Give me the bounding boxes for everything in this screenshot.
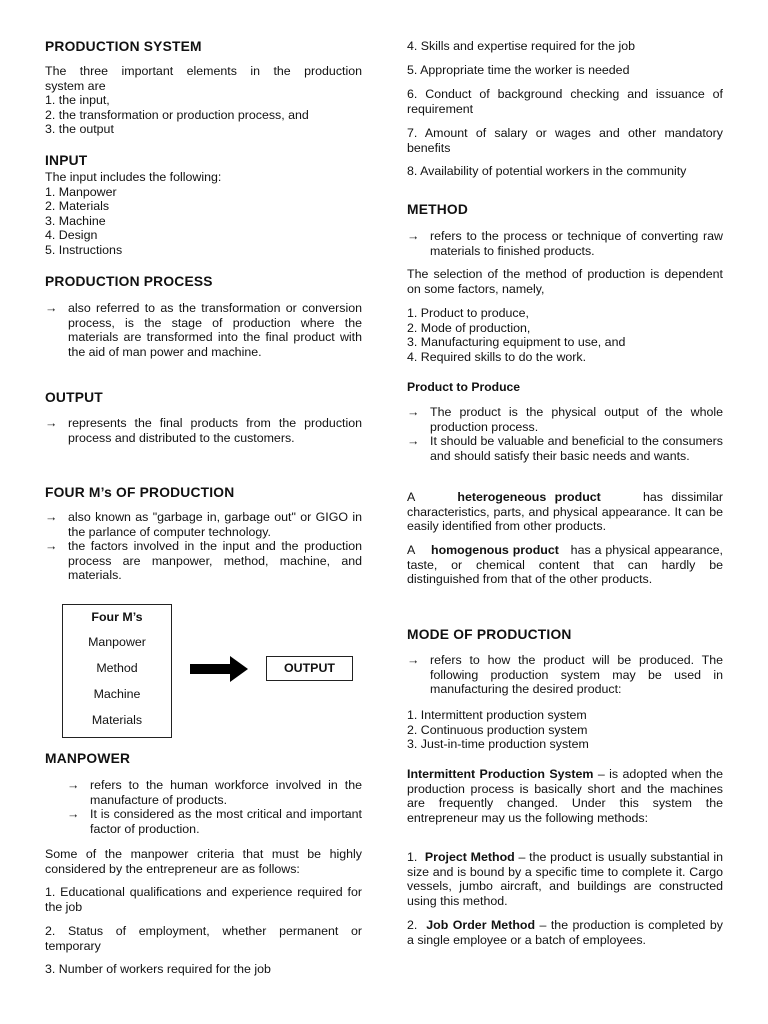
list-item: 2. the transformation or production process, and [45, 107, 309, 122]
list-item: 1. the input, [45, 93, 110, 108]
list-item: 2. Materials [45, 199, 110, 214]
mode-of-production-section [407, 627, 723, 643]
output-heading: OUTPUT [45, 390, 103, 405]
manpower-section [45, 751, 362, 767]
criteria-item: 6. Conduct of background checking and issuance of requirement [407, 87, 723, 116]
arrow-icon: → [45, 301, 58, 315]
method-bullet [407, 229, 723, 258]
criteria-3-block [45, 962, 362, 977]
job-order-method-term: Job Order Method [426, 918, 536, 932]
bullet-item: → refers to the human workforce involved in the manufacture of products. [67, 778, 362, 807]
output-section [45, 390, 362, 406]
four-ms-section [45, 485, 362, 501]
four-ms-body [45, 510, 362, 583]
list-item: 3. the output [45, 122, 114, 137]
bullet-item: → refers to how the product will be produced. The following production system may be used in manufacturing the desired product: [407, 653, 723, 697]
list-item: 3. Manufacturing equipment to use, and [407, 335, 626, 350]
mode-of-production-heading: MODE OF PRODUCTION [407, 627, 572, 642]
bullet-item: → also known as "garbage in, garbage out" or GIGO in the parlance of computer technology. [45, 510, 362, 539]
criteria-item: 3. Number of workers required for the job [45, 962, 271, 976]
input-heading: INPUT [45, 153, 88, 168]
method-section [407, 202, 723, 218]
intermittent-paragraph [407, 767, 723, 825]
criteria-2-block [45, 924, 362, 953]
project-method-text: 1. Project Method – the product is usually substantial in size and is bound by a specific time to complete it. Cargo vessels, jumbo aircraft, and buildings are constructed using this method. [407, 850, 724, 908]
criteria-6 [407, 87, 723, 116]
heterogeneous-term: heterogeneous product [457, 490, 601, 504]
criteria-item: 1. Educational qualifications and experience required for the job [45, 885, 362, 914]
bullet-item: → represents the final products from the production process and distributed to the customers. [45, 416, 362, 445]
bullet-item: → the factors involved in the input and the production process are manpower, method, machine, and materials. [45, 539, 362, 583]
list-item: 5. Instructions [45, 242, 123, 257]
bullet-item: → The product is the physical output of the whole production process. [407, 405, 723, 434]
job-order-method-text: 2. Job Order Method – the production is completed by a single employee or a batch of employees. [407, 918, 723, 947]
diagram-item: Method [96, 661, 138, 675]
criteria-1-block [45, 885, 362, 914]
production-system-intro [45, 64, 362, 137]
list-item: 1. Product to produce, [407, 306, 529, 320]
arrow-shape-polygon [190, 656, 248, 682]
mode-of-production-list [407, 708, 723, 752]
list-item: 1. Intermittent production system [407, 708, 587, 722]
intermittent-term: Intermittent Production System [407, 767, 594, 781]
criteria-5 [407, 63, 723, 78]
criteria-4 [407, 39, 723, 54]
list-item: 1. Manpower [45, 184, 117, 199]
arrow-icon: → [407, 434, 420, 449]
arrow-icon: → [407, 229, 420, 243]
criteria-7 [407, 126, 723, 155]
production-system-heading: PRODUCTION SYSTEM [45, 39, 202, 54]
criteria-intro: Some of the manpower criteria that must be highly considered by the entrepreneur are as follows: [45, 847, 362, 876]
arrow-icon: → [407, 653, 420, 667]
list-item: 4. Design [45, 228, 98, 243]
bullet-item: → It is considered as the most critical and important factor of production. [67, 807, 362, 836]
production-system-section [45, 39, 362, 55]
output-body [45, 416, 362, 445]
homogenous-term: homogenous product [431, 543, 559, 557]
project-method-term: Project Method [424, 850, 515, 864]
diagram-item: Machine [93, 687, 141, 701]
bullet-item: → refers to the process or technique of converting raw materials to finished products. [407, 229, 723, 258]
list-item: 2. Continuous production system [407, 722, 588, 737]
product-to-produce-section [407, 380, 723, 395]
criteria-item: 4. Skills and expertise required for the job [407, 39, 635, 53]
production-system-intro-line1: The three important elements in the production [45, 64, 362, 78]
method-selection [407, 267, 723, 296]
four-ms-diagram-box [62, 604, 172, 738]
heterogeneous-paragraph [407, 490, 723, 534]
production-process-body [45, 301, 362, 359]
method-heading: METHOD [407, 202, 468, 217]
homogenous-text: A homogenous product has a physical appearance, taste, or chemical content that can hardly be distinguished from that of the other products. [407, 543, 724, 587]
four-ms-diagram-title: Four M’s [91, 610, 143, 624]
diagram-item: Manpower [88, 635, 146, 649]
production-system-intro-line2: system are [45, 78, 106, 93]
bullet-item: → also referred to as the transformation or conversion process, is the stage of production where the materials are transformed into the final product with the aid of man power and machine. [45, 301, 362, 359]
input-section [45, 153, 362, 169]
list-item: 3. Just-in-time production system [407, 737, 589, 752]
method-factors-list [407, 306, 723, 364]
list-item: 4. Required skills to do the work. [407, 349, 587, 364]
list-item: 3. Machine [45, 213, 106, 228]
arrow-icon: → [45, 539, 58, 554]
input-list [45, 170, 362, 258]
right-arrow-icon [190, 656, 250, 682]
manpower-heading: MANPOWER [45, 751, 131, 766]
heterogeneous-text: A heterogeneous product has dissimilar characteristics, parts, and physical appearance. It can be easily identified from other products. [407, 490, 723, 534]
criteria-item: 5. Appropriate time the worker is needed [407, 63, 630, 77]
bullet-item: → It should be valuable and beneficial to the consumers and should satisfy their basic needs and wants. [407, 434, 723, 463]
production-process-heading: PRODUCTION PROCESS [45, 274, 213, 289]
criteria-item: 2. Status of employment, whether permanent or temporary [45, 924, 362, 953]
output-box: OUTPUT [266, 656, 353, 681]
homogenous-paragraph [407, 543, 723, 587]
project-method-paragraph [407, 850, 723, 908]
production-process-section [45, 274, 362, 290]
product-to-produce-bullets [407, 405, 723, 463]
input-intro: The input includes the following: [45, 170, 222, 184]
four-ms-heading: FOUR M’s OF PRODUCTION [45, 485, 235, 500]
method-selection-text: The selection of the method of production is dependent on some factors, namely, [407, 267, 723, 296]
arrow-icon: → [407, 405, 420, 419]
job-order-method-paragraph [407, 918, 723, 947]
criteria-item: 8. Availability of potential workers in the community [407, 164, 687, 178]
criteria-8 [407, 164, 723, 179]
manpower-bullets [45, 778, 362, 836]
arrow-icon: → [67, 778, 80, 792]
list-item: 2. Mode of production, [407, 320, 531, 335]
arrow-icon: → [45, 416, 58, 430]
criteria-item: 7. Amount of salary or wages and other mandatory benefits [407, 126, 723, 155]
mode-of-production-bullet [407, 653, 723, 697]
product-to-produce-heading: Product to Produce [407, 380, 521, 394]
arrow-icon: → [67, 807, 80, 822]
arrow-icon: → [45, 510, 58, 524]
diagram-item: Materials [91, 713, 143, 727]
manpower-criteria [45, 847, 362, 876]
intermittent-text: Intermittent Production System – is adopted when the production process is basically short and the machines are frequently changed. Under this system the entrepreneur may us the following methods: [407, 767, 723, 825]
